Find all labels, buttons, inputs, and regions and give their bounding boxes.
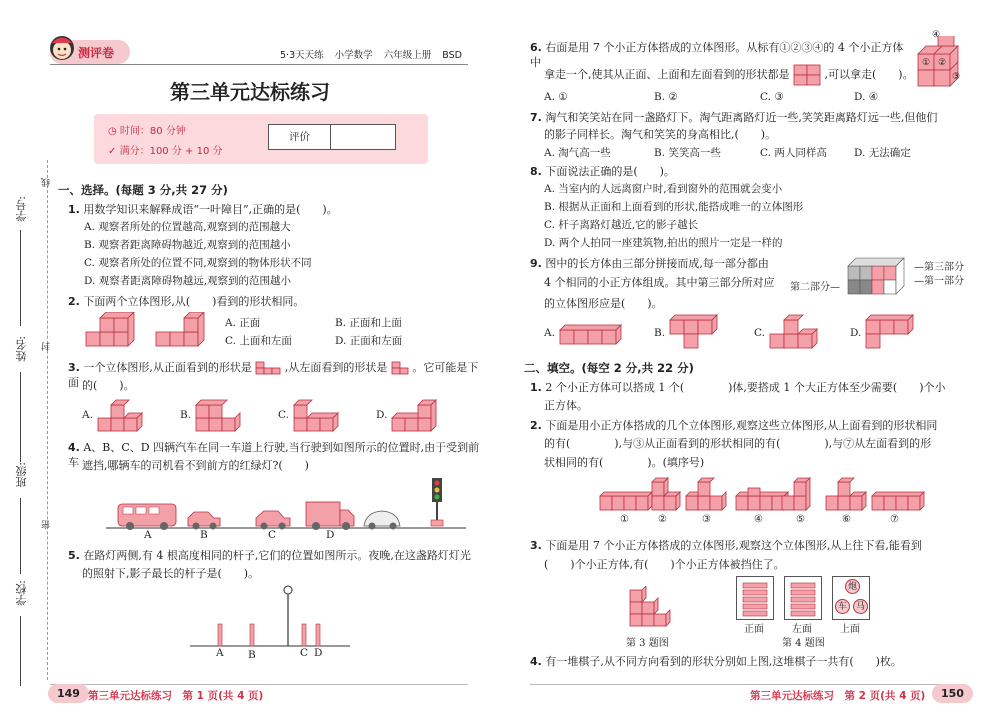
q3-options xyxy=(82,396,482,434)
q4-label-d: D xyxy=(326,529,335,541)
s2-q1-num: 1. xyxy=(530,381,542,394)
q3-text-a: 一个立体图形,从正面看到的形状是 xyxy=(83,361,252,374)
q2-opt-d[interactable]: D. 正面和左面 xyxy=(335,335,403,347)
q1-num: 1. xyxy=(68,203,80,216)
q4-line2: 遮挡,哪辆车的司机看不到前方的红绿灯?( ) xyxy=(82,459,309,472)
q3-text-c: 。它可能是下面 xyxy=(68,361,479,389)
q2-num: 2. xyxy=(68,295,80,308)
q8 xyxy=(530,164,675,179)
q2-opt-b[interactable]: B. 正面和上面 xyxy=(335,317,402,329)
q3-front-view xyxy=(255,361,281,375)
s2-q2-label-7: ⑦ xyxy=(890,514,899,525)
q9-options xyxy=(544,314,974,350)
q2-figures xyxy=(80,312,210,353)
q9-part1: —第一部分 xyxy=(914,276,964,287)
q2-opt-a[interactable]: A. 正面 xyxy=(225,317,261,329)
view-left: 左面 xyxy=(792,624,812,635)
q3-fig-b xyxy=(194,396,254,434)
q6-line2 xyxy=(544,64,914,86)
q6-opt-b[interactable]: B. ② xyxy=(654,91,678,103)
q5-num: 5. xyxy=(68,549,80,562)
q9 xyxy=(530,256,769,271)
q6-line2b: ,可以拿走( )。 xyxy=(824,68,914,81)
footer-rule-left xyxy=(50,684,468,685)
q6-view-shape xyxy=(793,64,821,86)
q2-text: 下面两个立体图形,从( )看到的形状相同。 xyxy=(83,295,305,308)
xuehao-line[interactable] xyxy=(20,230,21,326)
q3-fig-d xyxy=(390,396,450,434)
q8-text: 下面说法正确的是( )。 xyxy=(545,165,675,178)
fig4-caption: 第 4 题图 xyxy=(782,638,825,649)
q9-fig-a xyxy=(558,318,628,348)
score-label: 满分：100 分 + 10 分 xyxy=(119,146,223,157)
q6-mark-3: ③ xyxy=(952,72,961,82)
s2-q2-label-2: ② xyxy=(658,514,667,525)
s2-q1-line1: 2 个小正方体可以搭成 1 个( )体,要搭成 1 个大正方体至少需要( )个小 xyxy=(545,381,946,394)
q5-label-a: A xyxy=(216,647,224,659)
q5-line1: 在路灯两侧,有 4 根高度相同的杆子,它们的位置如图所示。夜晚,在这盏路灯灯光 xyxy=(83,549,471,562)
piece-ma: 马 xyxy=(853,599,868,614)
side-feng: 封 xyxy=(42,342,52,351)
mascot-icon xyxy=(48,34,76,66)
q9-opt-a[interactable]: A. xyxy=(544,327,555,339)
q5-figure xyxy=(190,582,350,662)
side-xuexiao: 学校: xyxy=(15,580,28,606)
info-panel xyxy=(94,114,428,164)
q8-options xyxy=(544,182,803,251)
q9-line2: 4 个相同的小正方体组成。其中第三部分所对应 xyxy=(544,276,775,289)
binding-line xyxy=(47,160,48,680)
view-top: 上面 xyxy=(840,624,860,635)
q3-text-d: 的( )。 xyxy=(82,379,135,392)
s2-q3-num: 3. xyxy=(530,539,542,552)
q6-mark-4: ④ xyxy=(932,30,941,40)
q5-label-d: D xyxy=(314,647,323,659)
q9-line3: 的立体图形应是( )。 xyxy=(544,297,663,310)
xingming-line[interactable] xyxy=(20,372,21,462)
s2-q2-label-1: ① xyxy=(620,514,629,525)
q8-opt-a[interactable]: A. 当室内的人远离窗户时,看到窗外的范围就会变小 xyxy=(544,183,783,195)
q3-fig-a xyxy=(96,396,156,434)
q3-opt-b[interactable]: B. xyxy=(180,409,192,421)
s2-q2-figures xyxy=(598,474,968,528)
q7-num: 7. xyxy=(530,111,542,124)
fig4-front xyxy=(736,576,774,620)
q5-line2: 的照射下,影子最长的杆子是( )。 xyxy=(82,567,260,580)
q9-part2: 第二部分— xyxy=(790,282,840,293)
q9-fig-d xyxy=(864,314,924,350)
q1-opt-c[interactable]: C. 观察者所处的位置不同,观察到的物体形状不同 xyxy=(84,257,312,269)
q4-label-b: B xyxy=(200,529,208,541)
eval-input[interactable] xyxy=(332,125,395,149)
q3-fig-c xyxy=(292,396,352,434)
xuexiao-line[interactable] xyxy=(20,616,21,686)
badge xyxy=(50,40,130,64)
side-xingming: 姓名: xyxy=(15,336,28,362)
q7-opt-c[interactable]: C. 两人同样高 xyxy=(760,147,827,159)
q9-part3: —第三部分 xyxy=(914,262,964,273)
q6-line1: 右面是用 7 个小正方体搭成的立体图形。从标有①②③④的 4 个小正方体中 xyxy=(530,41,904,69)
footer-text-right: 第三单元达标练习 第 2 页(共 4 页) xyxy=(750,690,926,702)
q6-opt-c[interactable]: C. ③ xyxy=(760,91,784,103)
q7-line1: 淘气和笑笑站在同一盏路灯下。淘气距离路灯近一些,笑笑距离路灯远一些,但他们 xyxy=(545,111,938,124)
q3-opt-a[interactable]: A. xyxy=(82,409,93,421)
time-label: 时间：80 分钟 xyxy=(119,126,186,137)
view-front: 正面 xyxy=(744,624,764,635)
right-page xyxy=(500,0,1000,718)
q8-opt-d[interactable]: D. 两个人拍同一座建筑物,拍出的照片一定是一样的 xyxy=(544,237,783,249)
q3-left-view xyxy=(391,361,409,375)
s2-q3-line1: 下面是用 7 个小正方体搭成的立体图形,观察这个立体图形,从上往下看,能看到 xyxy=(545,539,922,552)
s2-q2-num: 2. xyxy=(530,419,542,432)
q4-line1: A、B、C、D 四辆汽车在同一车道上行驶,当行驶到如图所示的位置时,由于受到前车 xyxy=(68,441,480,469)
footer-rule-right xyxy=(530,684,966,685)
q3-num: 3. xyxy=(68,361,80,374)
q8-num: 8. xyxy=(530,165,542,178)
s2-q3 xyxy=(530,538,970,553)
q4-label-a: A xyxy=(144,529,152,541)
fig4-top xyxy=(832,576,870,620)
q3-opt-d[interactable]: D. xyxy=(376,409,388,421)
s2-q4-num: 4. xyxy=(530,655,542,668)
side-banji: 班级: xyxy=(15,462,28,488)
q4-num: 4. xyxy=(68,441,80,454)
q4-figure xyxy=(106,476,466,542)
q2 xyxy=(68,294,304,309)
piece-che: 车 xyxy=(835,599,850,614)
side-xian: 线 xyxy=(42,178,52,187)
q4-label-c: C xyxy=(268,529,277,541)
header-series: 5·3天天练 xyxy=(280,50,324,61)
q9-line1: 图中的长方体由三部分拼接而成,每一部分都由 xyxy=(545,257,769,270)
s2-q2-label-3: ③ xyxy=(702,514,711,525)
header-info xyxy=(280,47,462,61)
q1-opt-b[interactable]: B. 观察者距离障碍物越近,观察到的范围越小 xyxy=(84,239,291,251)
q1-opt-d[interactable]: D. 观察者距离障碍物越远,观察到的范围越小 xyxy=(84,275,292,287)
q9-opt-c[interactable]: C. xyxy=(754,327,765,339)
q9-fig-b xyxy=(668,314,728,350)
s2-q2-label-4: ④ xyxy=(754,514,763,525)
q7-line2: 的影子同样长。淘气和笑笑的身高相比,( )。 xyxy=(544,128,777,141)
q1-text: 用数学知识来解释成语“一叶障目”,正确的是( )。 xyxy=(83,203,338,216)
s2-q2-line2: 的有( ),与③从正面看到的形状相同的有( ),与⑦从左面看到的形 xyxy=(544,437,932,450)
footer-text-left: 第三单元达标练习 第 1 页(共 4 页) xyxy=(88,690,264,702)
q3-opt-c[interactable]: C. xyxy=(278,409,289,421)
q6-mark-1: ① xyxy=(922,58,931,68)
s2-q4-text: 有一堆棋子,从不同方向看到的形状分别如上图,这堆棋子一共有( )枚。 xyxy=(545,655,902,668)
page-number-left: 149 xyxy=(48,684,89,703)
q3-text-b: ,从左面看到的形状是 xyxy=(284,361,388,374)
header-edition: BSD xyxy=(442,50,462,61)
side-mi: 密 xyxy=(42,520,52,529)
q6-opt-a[interactable]: A. ① xyxy=(544,91,568,103)
q9-figure xyxy=(790,254,990,302)
q7-opt-a[interactable]: A. 淘气高一些 xyxy=(544,147,611,159)
q7-opt-b[interactable]: B. 笑笑高一些 xyxy=(654,147,721,159)
s2-q4 xyxy=(530,654,902,669)
header-grade: 六年级上册 xyxy=(383,50,432,61)
q9-opt-b[interactable]: B. xyxy=(654,327,666,339)
s2-q2-label-6: ⑥ xyxy=(842,514,851,525)
s2-q2-line1: 下面是用小正方体搭成的几个立体图形,观察这些立体图形,从上面看到的形状相同 xyxy=(545,419,938,432)
header-subject: 小学数学 xyxy=(334,50,373,61)
section1-title: 一、选择。(每题 3 分,共 27 分) xyxy=(58,183,228,197)
q5 xyxy=(68,548,488,563)
header-rule xyxy=(50,64,468,65)
score-row xyxy=(108,142,222,157)
q5-label-c: C xyxy=(300,647,309,659)
q1 xyxy=(68,202,338,217)
q1-opt-a[interactable]: A. 观察者所处的位置越高,观察到的范围越大 xyxy=(84,221,291,233)
q9-num: 9. xyxy=(530,257,542,270)
q7-opt-d[interactable]: D. 无法确定 xyxy=(854,147,911,159)
fig3-caption: 第 3 题图 xyxy=(626,638,669,649)
q8-opt-b[interactable]: B. 根据从正面和上面看到的形状,能搭成唯一的立体图形 xyxy=(544,201,804,213)
s2-q3-line2: ( )个小正方体,有( )个小正方体被挡住了。 xyxy=(544,558,785,571)
eval-box xyxy=(268,124,396,150)
q6-figure xyxy=(914,30,970,94)
piece-pao: 炮 xyxy=(845,579,860,594)
banji-line[interactable] xyxy=(20,498,21,574)
time-row xyxy=(108,122,186,137)
s2-q1 xyxy=(530,380,970,395)
badge-label: 测评卷 xyxy=(78,46,115,60)
section2-title: 二、填空。(每空 2 分,共 22 分) xyxy=(524,361,694,375)
fig4 xyxy=(736,576,870,626)
q6-num: 6. xyxy=(530,41,542,54)
q5-label-b: B xyxy=(248,649,256,661)
q6-line2a: 拿走一个,使其从正面、上面和左面看到的形状都是 xyxy=(544,68,790,81)
check-icon: ✓ xyxy=(108,146,117,157)
page-title: 第三单元达标练习 xyxy=(170,80,330,104)
q2-opt-c[interactable]: C. 上面和左面 xyxy=(225,335,292,347)
q1-options xyxy=(84,220,312,289)
q6-opt-d[interactable]: D. ④ xyxy=(854,91,879,103)
q7 xyxy=(530,110,970,125)
q9-opt-d[interactable]: D. xyxy=(850,327,862,339)
s2-q2-label-5: ⑤ xyxy=(796,514,805,525)
eval-label: 评价 xyxy=(269,125,331,149)
s2-q2-line3: 状相同的有( )。(填序号) xyxy=(544,456,705,469)
side-xuehao: 学号: xyxy=(15,196,28,222)
s2-q1-line2: 正方体。 xyxy=(544,399,588,412)
q6-mark-2: ② xyxy=(938,58,947,68)
s2-q2 xyxy=(530,418,970,433)
q9-fig-c xyxy=(768,314,828,350)
fig4-left xyxy=(784,576,822,620)
q8-opt-c[interactable]: C. 杆子离路灯越近,它的影子越长 xyxy=(544,219,699,231)
clock-icon: ◷ xyxy=(108,126,117,137)
page-number-right: 150 xyxy=(932,684,973,703)
fig3 xyxy=(626,586,676,630)
